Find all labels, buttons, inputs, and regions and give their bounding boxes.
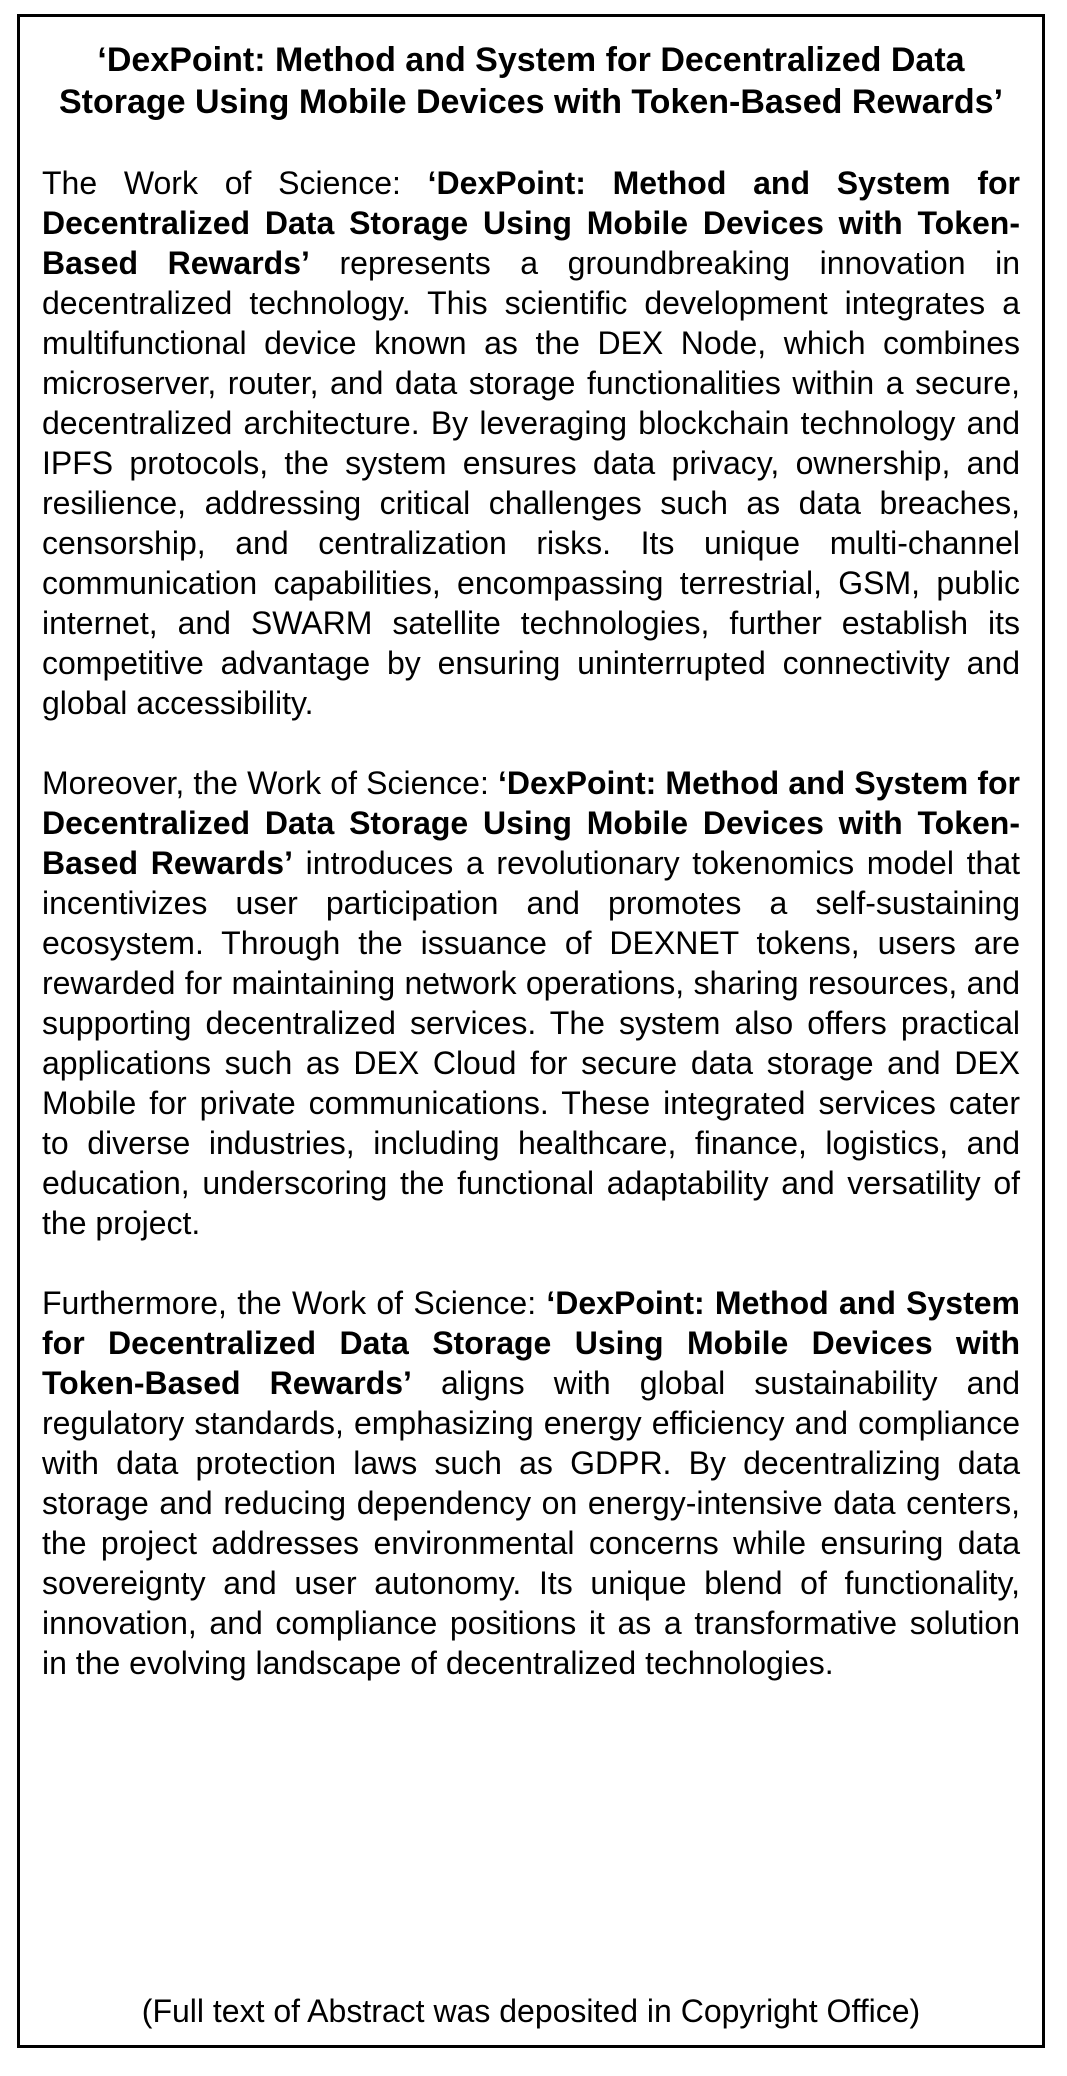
paragraph-2-work-title: ‘DexPoint: Method and System for Decentralized Data Storage Using Mobile Devices with Token-Based Rewards’ [42, 765, 1021, 881]
abstract-frame [17, 14, 1045, 2048]
paragraph-3 [42, 1283, 1020, 1683]
paragraph-3-lead: Furthermore, the Work of Science: [42, 1285, 547, 1321]
paragraph-2-lead: Moreover, the Work of Science: [42, 765, 499, 801]
paragraph-3-work-title: ‘DexPoint: Method and System for Decentralized Data Storage Using Mobile Devices with Token-Based Rewards’ [42, 1285, 1021, 1401]
paragraph-2-body: introduces a revolutionary tokenomics model that incentivizes user participation and promotes a self-sustaining ecosystem. Through the issuance of DEXNET tokens, users are rewarded for maintaining network operations, sharing resources, and supporting decentralized services. The system also offers practical applications such as DEX Cloud for secure data storage and DEX Mobile for private communications. These integrated services cater to diverse industries, including healthcare, finance, logistics, and education, underscoring the functional adaptability and versatility of the project. [42, 845, 1021, 1241]
paragraph-1-lead: The Work of Science: [42, 165, 428, 201]
abstract-title: ‘DexPoint: Method and System for Decentralized Data Storage Using Mobile Devices with Token-Based Rewards’ [58, 41, 1004, 121]
paragraph-1-work-title: ‘DexPoint: Method and System for Decentralized Data Storage Using Mobile Devices with Token-Based Rewards’ [42, 165, 1021, 281]
paragraph-2 [42, 763, 1020, 1243]
paragraph-1-body: represents a groundbreaking innovation in decentralized technology. This scientific development integrates a multifunctional device known as the DEX Node, which combines microserver, router, and data storage functionalities within a secure, decentralized architecture. By leveraging blockchain technology and IPFS protocols, the system ensures data privacy, ownership, and resilience, addressing critical challenges such as data breaches, censorship, and centralization risks. Its unique multi-channel communication capabilities, encompassing terrestrial, GSM, public internet, and SWARM satellite technologies, further establish its competitive advantage by ensuring uninterrupted connectivity and global accessibility. [42, 245, 1021, 721]
paragraph-1 [42, 163, 1020, 723]
footer-note: (Full text of Abstract was deposited in Copyright Office) [141, 1993, 921, 2029]
paragraph-3-body: aligns with global sustainability and regulatory standards, emphasizing energy efficiency and compliance with data protection laws such as GDPR. By decentralizing data storage and reducing dependency on energy-intensive data centers, the project addresses environmental concerns while ensuring data sovereignty and user autonomy. Its unique blend of functionality, innovation, and compliance positions it as a transformative solution in the evolving landscape of decentralized technologies. [42, 1365, 1021, 1681]
